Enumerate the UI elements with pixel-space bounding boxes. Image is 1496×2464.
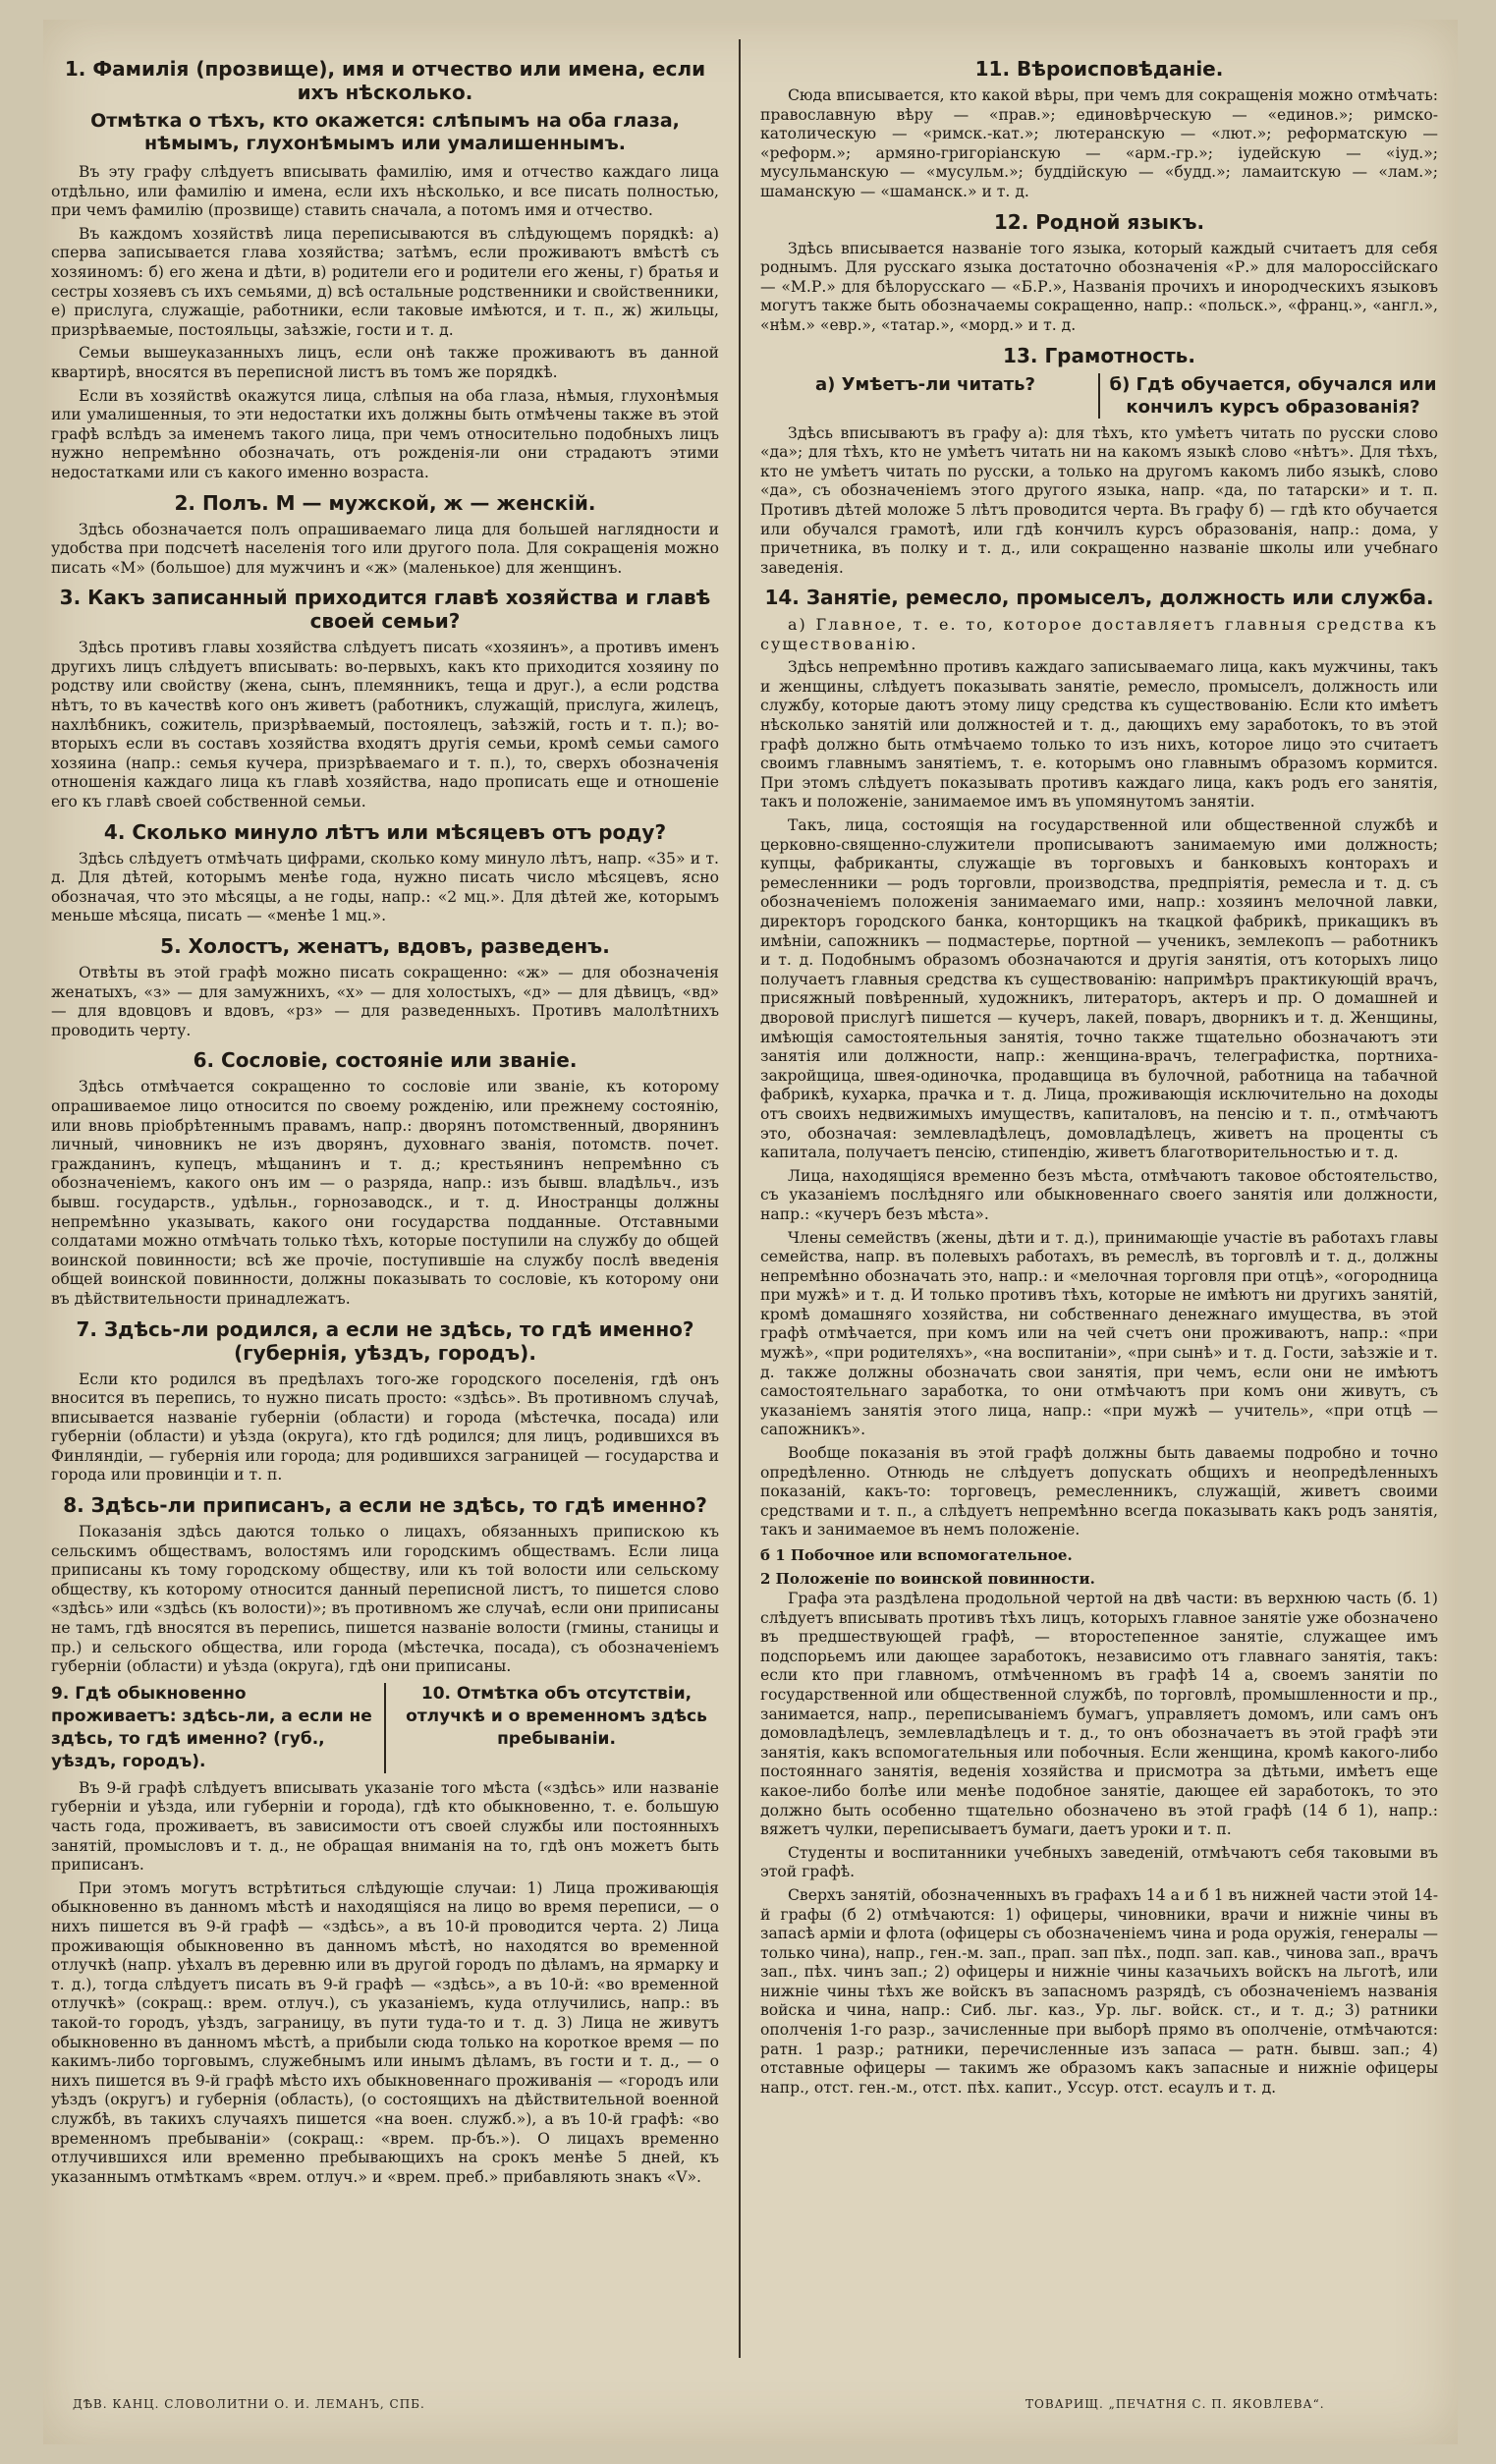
section-3-paragraph: Здѣсь противъ главы хозяйства слѣдуетъ писать «хозяинъ», а противъ именъ другихъ лицъ слѣдуетъ вписывать: во-первыхъ, какъ кто приходится хозяину по родству или свойству (жена, сынъ, племянникъ, теща и друг.), а если родства нѣтъ, то въ качествѣ кого онъ живетъ (работникъ, служащій, прислуга, жилецъ, нахлѣбникъ, сожитель, призрѣваемый, постоялецъ, заѣзжій, гость и т. п.); во-вторыхъ если въ составъ хозяйства входятъ другія семьи, кромѣ семьи самого хозяина (напр.: семья кучера, призрѣваемаго и т. п.), то, сверхъ обозначенія отношенія каждаго лица къ главѣ хозяйства, надо прописать еще и отношеніе его къ главѣ своей собственной семьи. [51,639,719,812]
section-14b2-title: 2 Положеніе по воинской повинности. [760,1570,1095,1588]
section-9-paragraph: При этомъ могутъ встрѣтиться слѣдующіе случаи: 1) Лица проживающія обыкновенно въ данномъ мѣстѣ и находящіяся на лицо во время переписи, — о нихъ пишется въ 9-й графѣ — «здѣсь», а въ 10-й проводится черта. 2) Лица проживающія обыкновенно въ данномъ мѣстѣ, но находятся во временной отлучкѣ (напр. уѣхалъ въ деревню или въ другой городъ по дѣламъ, на ярмарку и т. д.), тогда слѣдуетъ писать въ 9-й графѣ — «здѣсь», а въ 10-й: «во временной отлучкѣ» (сокращ.: врем. отлуч.), съ указаніемъ, куда отлучились, напр.: въ такой-то городъ, уѣздъ, заграницу, въ пути туда-то и т. д. 3) Лица не живутъ обыкновенно въ данномъ мѣстѣ, а прибыли сюда только на короткое время — по какимъ-либо торговымъ, служебнымъ или инымъ дѣламъ, въ гости и т. д., — о нихъ пишется въ 9-й графѣ мѣсто ихъ обыкновеннаго проживанія — «городъ или уѣздъ (округъ) и губернія (область), (о состоящихъ на дѣйствительной военной службѣ, въ такихъ случаяхъ пишется «на воен. служб.»), а въ 10-й графѣ: «во временномъ пребываніи» (сокращ.: «врем. пр-бъ.»). О лицахъ временно отлучившихся или временно пребывающихъ на срокъ менѣе 5 дней, къ указаннымъ отмѣткамъ «врем. отлуч.» и «врем. преб.» прибавляють знакъ «V». [51,1878,719,2186]
section-14-paragraph: Лица, находящіяся временно безъ мѣста, отмѣчаютъ таковое обстоятельство, съ указаніемъ послѣдняго или обыкновеннаго своего занятія или должности, напр.: «кучеръ безъ мѣста». [760,1166,1438,1223]
section-14-paragraph: Графа эта раздѣлена продольной чертой на двѣ части: въ верхнюю часть (б. 1) слѣдуетъ вписывать противъ тѣхъ лицъ, которыхъ главное занятіе уже обозначено въ предшествующей графѣ, — второстепенное занятіе, служащее имъ подспорьемъ или дающее заработокъ, независимо отъ главнаго занятія, такъ: если кто при главномъ, отмѣченномъ въ графѣ 14 а, своемъ занятіи по государственной или общественной службѣ, по торговлѣ, промышленности и пр., занимается, напр., переписываніемъ бумагъ, управляетъ домомъ, или самъ онъ домовладѣлецъ, землевладѣлецъ и т. д., то онъ обозначаетъ въ этой графѣ эти занятія, какъ вспомогательныя или побочныя. Если женщина, кромѣ какого-либо постояннаго занятія, веденія хозяйства и присмотра за дѣтьми, имѣетъ еще какое-либо болѣе или менѣе подобное занятіе, дающее ей заработокъ, то это должно быть особенно тщательно обозначено въ этой графѣ (14 б 1), напр.: вяжетъ чулки, переписываетъ бумаги, даетъ уроки и т. п. [760,1590,1438,1839]
section-1-paragraph: Если въ хозяйствѣ окажутся лица, слѣпыя на оба глаза, нѣмыя, глухонѣмыя или умалишенныя, то эти недостатки ихъ должны быть отмѣчены также въ этой графѣ вслѣдъ за именемъ такого лица, при чемъ относительно подобныхъ лицъ нужно непремѣнно обозначать, отъ рожденія-ли они страдаютъ этими недостатками или съ какого именно возраста. [51,386,719,481]
section-14-paragraph: Здѣсь непремѣнно противъ каждаго записываемаго лица, какъ мужчины, такъ и женщины, слѣдуетъ показывать занятіе, ремесло, промыселъ, должность или службу, которые даютъ этому лицу средства къ существованію. Если кто имѣетъ нѣсколько занятій или должностей и т. д., дающихъ ему заработокъ, то въ этой графѣ должно быть отмѣчаемо только то изъ нихъ, которое лицо это считаетъ своимъ главнымъ занятіемъ, т. е. которымъ оно главнымъ образомъ кормится. При этомъ слѣдуетъ показывать противъ каждаго лица, какъ родъ его занятія, такъ и положеніе, занимаемое имъ въ упомянутомъ занятіи. [760,658,1438,812]
section-4-title: 4. Сколько минуло лѣтъ или мѣсяцевъ отъ роду? [103,819,667,844]
section-9-paragraph: Въ 9-й графѣ слѣдуетъ вписывать указаніе того мѣста («здѣсь» или названіе губерніи и уѣзда, или губерніи и города), гдѣ кто обыкновенно, т. е. большую часть года, проживаетъ, въ зависимости отъ своей службы или постоянныхъ занятій, промысловъ и т. д., не обращая вниманія на то, гдѣ онъ можетъ быть приписанъ. [51,1778,719,1875]
section-12-paragraph: Здѣсь вписывается названіе того языка, который каждый считаетъ для себя роднымъ. Для русскаго языка достаточно обозначенія «Р.» для малороссійскаго — «М.Р.» для бѣлорусскаго — «Б.Р.», Названія прочихъ и инородческихъ языковъ могутъ также быть обозначаемы сокращенно, напр.: «польск.», «франц.», «англ.», «нѣм.» «евр.», «татар.», «морд.» и т. д. [760,239,1438,334]
section-13-subheader [760,373,1438,419]
section-5-title: 5. Холостъ, женатъ, вдовъ, разведенъ. [160,934,610,958]
section-14-paragraph: Такъ, лица, состоящія на государственной или общественной службѣ и церковно-священно-служители прописываютъ занимаемую ими должность; купцы, фабриканты, служащіе въ торговыхъ и банковыхъ конторахъ и ремесленники — родъ торговли, производства, предпріятія, ремесла и т. д. съ обозначеніемъ положенія занимаемаго ими, напр.: хозяинъ мелочной лавки, директоръ городского банка, конторщикъ на ткацкой фабрикѣ, прикащикъ въ имѣніи, сапожникъ — подмастерье, портной — ученикъ, землекопъ — работникъ и т. д. Подобнымъ образомъ обозначаются и другія занятія, отъ которыхъ лицо получаетъ главныя средства къ существованію: напримѣръ практикующій врачъ, присяжный повѣренный, художникъ, литераторъ, актеръ и пр. О домашней и дворовой прислугѣ пишется — кучеръ, лакей, поваръ, дворникъ и т. д. Женщины, имѣющія самостоятельныя занятія, точно также тщательно обозначаютъ эти занятія или должности, напр.: женщина-врачъ, телеграфистка, портниха-закройщица, швея-одиночка, продавщица въ булочной, работница на табачной фабрикѣ, кухарка, прачка и т. д. Лица, проживающія исключительно на доходы отъ своихъ недвижимыхъ имуществъ, капиталовъ, на пенсію и т. п., отмѣчаютъ это, обозначая: землевладѣлецъ, домовладѣлецъ, живетъ на проценты съ капитала, получаетъ пенсію, стипендію, живетъ благотворительностью и т. д. [760,816,1438,1162]
section-6-title: 6. Сословіе, состояніе или званіе. [193,1048,578,1073]
section-4-paragraph: Здѣсь слѣдуетъ отмѣчать цифрами, сколько кому минуло лѣтъ, напр. «35» и т. д. Для дѣтей, которымъ менѣе года, нужно писать число мѣсяцевъ, ясно обозначая, что это мѣсяцы, а не годы, напр.: «2 мц.». Для дѣтей же, которымъ меньше мѣсяца, писать — «менѣе 1 мц.». [51,849,719,925]
section-11-title: 11. Вѣроисповѣданіе. [974,57,1224,81]
right-column [760,49,1438,2338]
left-column [51,49,719,2338]
section-7-paragraph: Если кто родился въ предѣлахъ того-же городского поселенія, гдѣ онъ вносится въ перепись, то нужно писать просто: «здѣсь». Въ противномъ случаѣ, вписывается названіе губерніи (области) и города (мѣстечка, посада) или губерніи (области) и уѣзда (округа), кто гдѣ родился; для лицъ, родившихся въ Финляндіи, — губернія или города; для родившихся заграницей — государства и города или провинціи и т. п. [51,1370,719,1484]
section-14-paragraph: Сверхъ занятій, обозначенныхъ въ графахъ 14 а и б 1 въ нижней части этой 14-й графы (б 2) отмѣчаются: 1) офицеры, чиновники, врачи и нижніе чины въ запасѣ арміи и флота (офицеры съ обозначеніемъ чина и рода оружія, генералы — только чина), напр., ген.-м. зап., прап. зап пѣх., подп. зап. кав., чинова зап., врачъ зап., пѣх. чинъ зап.; 2) офицеры и нижніе чины казачьихъ войскъ на льготѣ, или нижніе чины тѣхъ же войскъ въ запасномъ разрядѣ, съ обозначеніемъ названія войска и чина, напр.: Сиб. льг. каз., Ур. льг. войск. ст., и т. д.; 3) ратники ополченія 1-го разр., зачисленные при выборѣ прямо въ ополченіе, отмѣчаются: ратн. 1 разр.; ратники, перечисленные изъ запаса — ратн. бывш. зап.; 4) отставные офицеры — такимъ же образомъ какъ запасные и нижніе офицеры напр., отст. ген.-м., отст. пѣх. капит., Уссур. отст. есаулъ и т. д. [760,1885,1438,2097]
section-7-title: 7. Здѣсь-ли родился, а если не здѣсь, то гдѣ именно? (губернія, уѣздъ, городъ). [76,1316,694,1365]
printer-imprint-right: ТОВАРИЩ. „ПЕЧАТНЯ С. П. ЯКОВЛЕВА“. [1025,2397,1325,2411]
section-2-title: 2. Полъ. М — мужской, ж — женскій. [174,490,596,515]
section-13a-title: а) Умѣетъ-ли читать? [815,373,1035,395]
section-6-paragraph: Здѣсь отмѣчается сокращенно то сословіе или званіе, къ которому опрашиваемое лицо относится по своему рожденію, или прежнему состоянію, или вновь пріобрѣтеннымъ правамъ, напр.: дворянъ потомственный, дворянинъ личный, чиновникъ не изъ дворянъ, духовнаго званія, потомств. почет. гражданинъ, купецъ, мѣщанинъ и т. д.; крестьянинъ непремѣнно съ обозначеніемъ, какого онъ им — о разряда, напр.: изъ бывш. владѣльч., изъ бывш. государств., удѣльн., горнозаводск., и т. д. Иностранцы должны непремѣнно указывать, какого они государства подданные. Отставными солдатами можно отмѣчать только тѣхъ, которые поступили на службу до общей воинской повинности; всѣ же прочіе, поступившіе на службу послѣ введенія общей воинской повинности, должны показывать то сословіе, къ которому они въ дѣйствительности принадлежатъ. [51,1078,719,1308]
printer-imprint-left: ДѢВ. КАНЦ. СЛОВОЛИТНИ О. И. ЛЕМАНЪ, СПБ. [73,2397,425,2411]
section-12-title: 12. Родной языкъ. [993,209,1205,234]
section-14a-title: а) Главное, т. е. то, которое доставляетъ главныя средства къ существованію. [760,615,1438,654]
section-3-title: 3. Какъ записанный приходится главѣ хозяйства и главѣ своей семьи? [59,586,711,634]
section-1-paragraph: Въ эту графу слѣдуетъ вписывать фамилію, имя и отчество каждаго лица отдѣльно, или фамилію и имена, если ихъ нѣсколько, и все писать полностью, при чемъ фамилію (прозвище) ставить сначала, а потомъ имя и отчество. [51,163,719,220]
section-14-title: 14. Занятіе, ремесло, промыселъ, должность или служба. [764,586,1434,610]
section-9-10-header [51,1683,719,1773]
section-13-title: 13. Грамотность. [1003,343,1195,367]
section-8-paragraph: Показанія здѣсь даются только о лицахъ, обязанныхъ припискою къ сельскимъ обществамъ, волостямъ или городскимъ обществамъ. Если лица приписаны къ тому городскому обществу, или къ той волости или сельскому обществу, къ которому относится данный переписной листъ, то пишется слово «здѣсь» или «здѣсь (къ волости)»; въ противномъ же случаѣ, если они приписаны не тамъ, гдѣ вносятся въ перепись, пишется названіе волости (гмины, станицы и пр.) и сельского общества, или города (мѣстечка, посада), съ обозначеніемъ губерніи (области) и уѣзда (округа), гдѣ они приписаны. [51,1523,719,1676]
section-14-paragraph: Члены семействъ (жены, дѣти и т. д.), принимающіе участіе въ работахъ главы семейства, напр. въ полевыхъ работахъ, въ ремеслѣ, въ торговлѣ и т. д., должны непремѣнно обозначать это, напр.: и «мелочная торговля при отцѣ», «огородница при мужѣ» и т. д. И только противъ тѣхъ, которые не имѣютъ ни другихъ занятій, кромѣ домашняго хозяйства, ни собственнаго денежнаго имущества, въ этой графѣ отмѣчается, при комъ или на чей счетъ они проживаютъ, напр.: «при мужѣ», «при родителяхъ», «на воспитаніи», «при сынѣ» и т. д. Гости, заѣзжіе и т. д. также должны обозначать свои занятія, при чемъ, если они не имѣютъ самостоятельнаго заработка, то они отмѣчаютъ при комъ они живутъ, съ указаніемъ занятія этого лица, напр.: «при мужѣ — учитель», «при отцѣ — сапожникъ». [760,1228,1438,1439]
column-divider [739,39,741,2358]
section-1-paragraph: Семьи вышеуказанныхъ лицъ, если онѣ также проживаютъ въ данной квартирѣ, вносятся въ переписной листъ въ томъ же порядкѣ. [51,344,719,381]
section-13-paragraph: Здѣсь вписываютъ въ графу а): для тѣхъ, кто умѣетъ читать по русски слово «да»; для тѣхъ, кто не умѣетъ читать ни на какомъ языкѣ слово «нѣтъ». Для тѣхъ, кто не умѣетъ читать по русски, а только на другомъ какомъ либо языкѣ, слово «да», съ обозначеніемъ этого другого языка, напр. «да, по татарски» и т. п. Противъ дѣтей моложе 5 лѣтъ проводится черта. Въ графу б) — гдѣ кто обучается или обучался грамотѣ, или гдѣ кончилъ курсъ образованія, напр.: дома, у причетника, въ полку и т. д., или сокращенно названіе школы или учебнаго заведенія. [760,423,1438,577]
section-1-paragraph: Въ каждомъ хозяйствѣ лица переписываются въ слѣдующемъ порядкѣ: а) сперва записывается глава хозяйства; затѣмъ, если проживаютъ вмѣстѣ съ хозяиномъ: б) его жена и дѣти, в) родители его и родители его жены, г) братья и сестры хозяевъ съ ихъ семьями, д) всѣ остальные родственники и свойственники, е) прислуга, служащіе, работники, если таковые имѣются, и т. п., ж) жильцы, призрѣваемые, постояльцы, заѣзжіе, гости и т. д. [51,224,719,339]
section-14-paragraph: Вообще показанія въ этой графѣ должны быть даваемы подробно и точно опредѣленно. Отнюдь не слѣдуетъ допускать общихъ и неопредѣленныхъ показаній, какъ-то: торговецъ, ремесленникъ, служащій, живетъ своими средствами и т. п., а слѣдуетъ непремѣнно всегда показывать какъ родъ занятія, такъ и занимаемое въ немъ положеніе. [760,1444,1438,1540]
section-5-paragraph: Отвѣты въ этой графѣ можно писать сокращенно: «ж» — для обозначенія женатыхъ, «з» — для замужнихъ, «х» — для холостыхъ, «д» — для дѣвицъ, «вд» — для вдовцовъ и вдовъ, «рз» — для разведенныхъ. Противъ малолѣтнихъ проводить черту. [51,964,719,1039]
section-11-paragraph: Сюда вписывается, кто какой вѣры, при чемъ для сокращенія можно отмѣчать: православную вѣру — «прав.»; единовѣрческую — «единов.»; римско-католическую — «римск.-кат.»; лютеранскую — «лют.»; реформатскую — «реформ.»; армяно-григоріанскую — «арм.-гр.»; іудейскую — «іуд.»; мусульманскую — «мусульм.»; буддійскую — «будд.»; ламаитскую — «лам.»; шаманскую — «шаманск.» и т. д. [760,86,1438,200]
section-14-paragraph: Студенты и воспитанники учебныхъ заведеній, отмѣчаютъ себя таковыми въ этой графѣ. [760,1843,1438,1881]
section-1-title: 1. Фамилія (прозвище), имя и отчество или имена, если ихъ нѣсколько. [64,57,706,104]
section-13b-title: б) Гдѣ обучается, обучался или кончилъ курсъ образованія? [1098,373,1438,419]
section-2-paragraph: Здѣсь обозначается полъ опрашиваемаго лица для большей наглядности и удобства при подсчетѣ населенія того или другого пола. Для сокращенія можно писать «М» (большое) для мужчинъ и «ж» (маленькое) для женщинъ. [51,520,719,577]
section-10-title: 10. Отмѣтка объ отсутствіи, отлучкѣ и о временномъ здѣсь пребываніи. [384,1683,719,1773]
section-9-title: 9. Гдѣ обыкновенно проживаетъ: здѣсь-ли, а если не здѣсь, то гдѣ именно? (губ., уѣздъ, городъ). [51,1683,372,1771]
section-8-title: 8. Здѣсь-ли приписанъ, а если не здѣсь, то гдѣ именно? [63,1493,707,1518]
section-1-note: Отмѣтка о тѣхъ, кто окажется: слѣпымъ на оба глаза, нѣмымъ, глухонѣмымъ или умалишеннымъ. [90,110,680,154]
section-14b1-title: б 1 Побочное или вспомогательное. [760,1546,1073,1564]
census-instruction-sheet [43,20,1458,2444]
